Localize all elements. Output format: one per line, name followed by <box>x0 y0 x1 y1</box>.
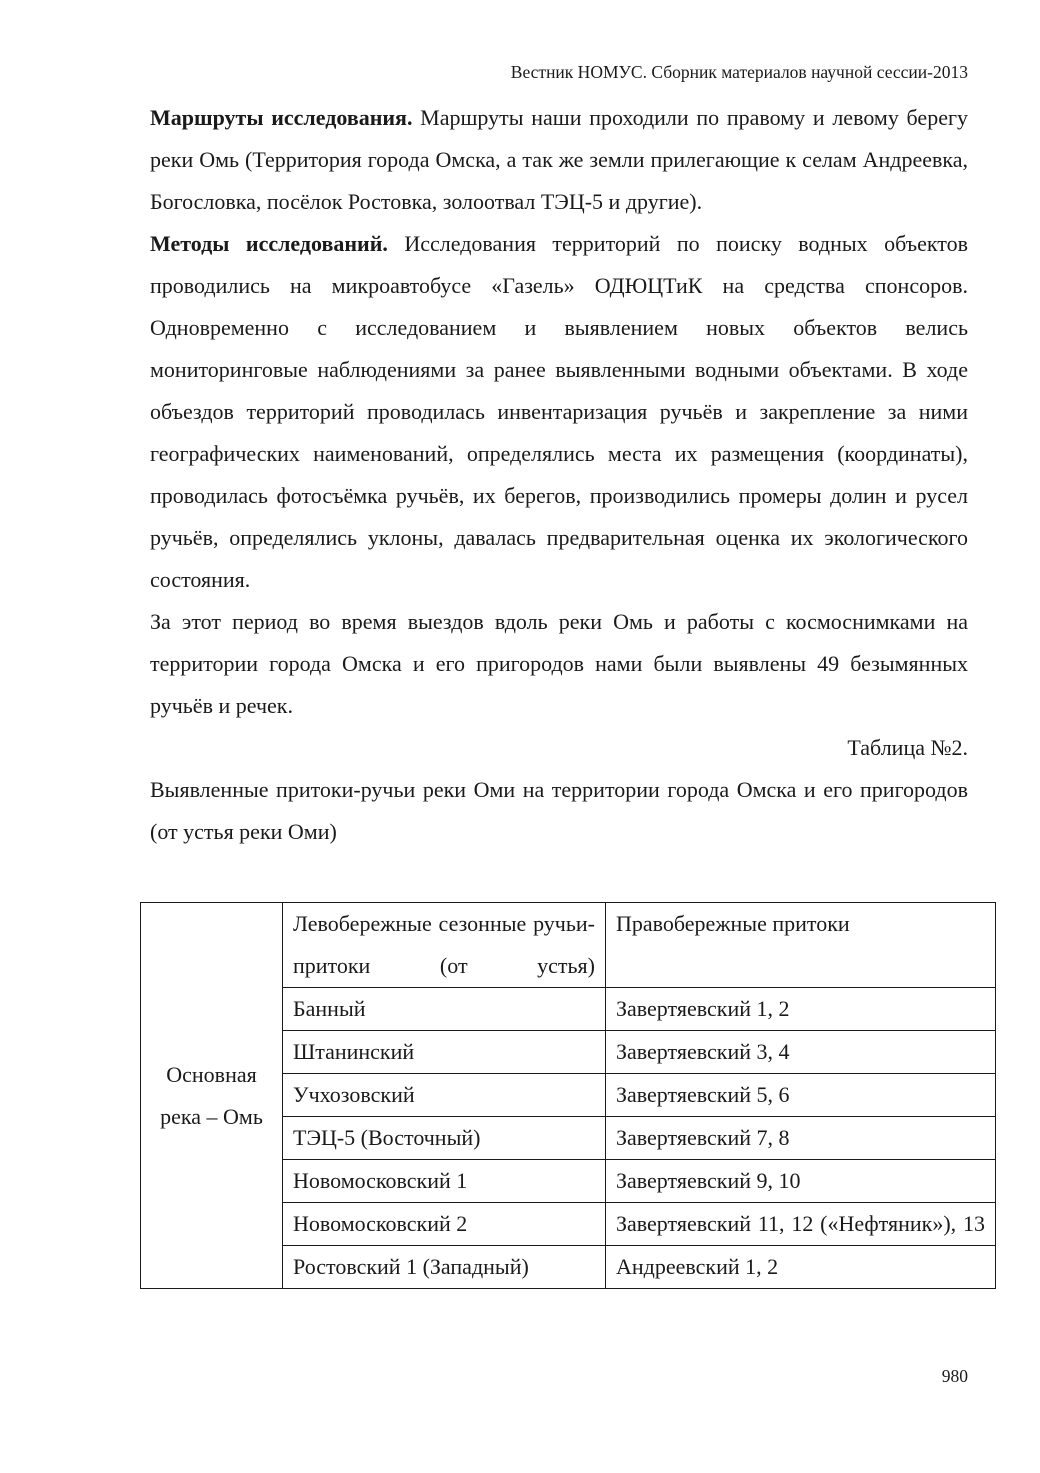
right-tributary: Завертяевский 3, 4 <box>606 1031 996 1074</box>
main-river-cell: Основная река – Омь <box>141 903 283 1289</box>
right-tributary: Андреевский 1, 2 <box>606 1246 996 1289</box>
routes-text: Маршруты наши проходили по правому и левому берегу реки Омь (Территория города Омска, а так же земли прилегающие к селам Андреевка, Богословка, посёлок Ростовка, золоотвал ТЭЦ-5 и другие). <box>150 105 968 214</box>
left-tributary: Штанинский <box>283 1031 606 1074</box>
right-tributary: Завертяевский 5, 6 <box>606 1074 996 1117</box>
tributaries-table <box>140 902 996 1289</box>
left-tributary: Ростовский 1 (Западный) <box>283 1246 606 1289</box>
routes-heading: Маршруты исследования. <box>150 105 413 130</box>
table-header-row <box>141 903 996 988</box>
right-tributary: Завертяевский 11, 12 («Нефтяник»), 13 <box>606 1203 996 1246</box>
left-tributary: Банный <box>283 988 606 1031</box>
col-right-header: Правобережные притоки <box>606 903 996 988</box>
left-tributary: Новомосковский 2 <box>283 1203 606 1246</box>
right-tributary: Завертяевский 7, 8 <box>606 1117 996 1160</box>
methods-heading: Методы исследований. <box>150 231 388 256</box>
period-paragraph: За этот период во время выездов вдоль реки Омь и работы с космоснимками на территории города Омска и его пригородов нами были выявлены 49 безымянных ручьёв и речек. <box>150 609 968 718</box>
running-header: Вестник НОМУС. Сборник материалов научной сессии-2013 <box>510 62 968 82</box>
methods-paragraph <box>150 223 968 601</box>
table-caption: Выявленные притоки-ручьи реки Оми на территории города Омска и его пригородов (от устья реки Оми) <box>150 777 968 844</box>
methods-text: Исследования территорий по поиску водных объектов проводились на микроавтобусе «Газель» ОДЮЦТиК на средства спонсоров. Одновременно с исследованием и выявлением новых объектов велись мониторинговые наблюдениями за ранее выявленными водными объектами. В ходе объездов территорий проводилась инвентаризация ручьёв и закрепление за ними географических наименований, определялись места их размещения (координаты), проводилась фотосъёмка ручьёв, их берегов, производились промеры долин и русел ручьёв, определялись уклоны, давалась предварительная оценка их экологического состояния. <box>150 231 968 592</box>
routes-paragraph <box>150 97 968 223</box>
left-tributary: Новомосковский 1 <box>283 1160 606 1203</box>
right-tributary: Завертяевский 9, 10 <box>606 1160 996 1203</box>
left-tributary: ТЭЦ-5 (Восточный) <box>283 1117 606 1160</box>
page-number: 980 <box>941 1366 968 1386</box>
left-tributary: Учхозовский <box>283 1074 606 1117</box>
right-tributary: Завертяевский 1, 2 <box>606 988 996 1031</box>
col-left-header: Левобережные сезонные ручьи-притоки (от устья) <box>283 903 606 988</box>
body-text <box>150 97 968 853</box>
table-number: Таблица №2. <box>847 735 968 760</box>
